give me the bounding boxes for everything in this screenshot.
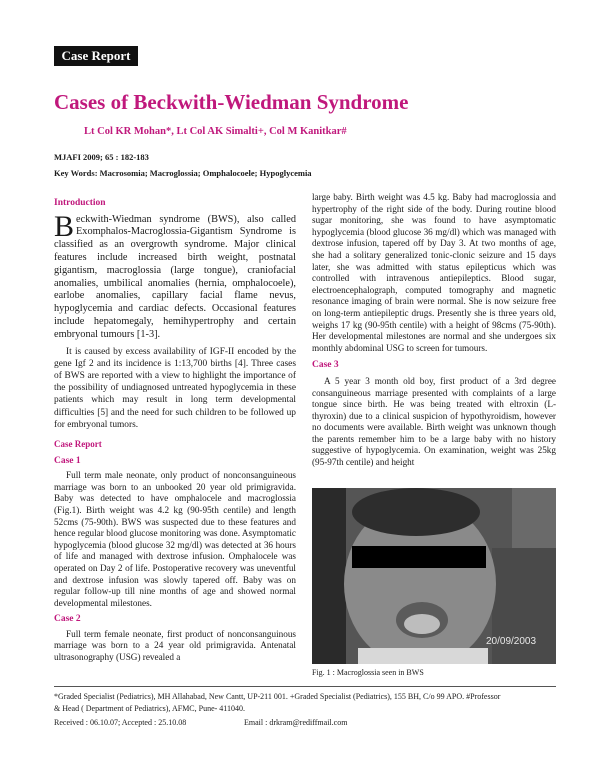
case-1-text: Full term male neonate, only product of nonconsanguineous marriage was born to an unbooked 20 year old primigravida. Baby was detected to have omphalocele and macroglossia (Fig.1). Birth weight was 4.2 kg (90-95th centile) and length 52cms (75-90th). BWS was suspected due to these features and hence regular blood glucose monitoring was done. Asymptomatic hypoglycemia (blood glucose 32 mg/dl) was detected at 36 hours of life and managed with dextrose infusion. Omphalocele was operated on Day 2 of life. Postoperative recovery was uneventful and dextrose infusion was slowly tapered off. Baby was on regular follow-up till nine months of age and showed normal developmental milestones.	[54, 470, 296, 608]
right-column	[312, 192, 556, 469]
left-column	[54, 198, 296, 664]
footnote-affiliations-1: *Graded Specialist (Pediatrics), MH Allahabad, New Cantt, UP-211 001. +Graded Specialist (Pediatrics), 155 BH, C/o 99 APO. #Professor	[54, 692, 501, 701]
correspondence-email: Email : drkram@rediffmail.com	[244, 718, 348, 727]
figure-1-photo	[312, 488, 556, 664]
case-report-heading: Case Report	[54, 438, 102, 449]
figure-caption: Fig. 1 : Macroglossia seen in BWS	[312, 668, 424, 677]
intro-paragraph-2: It is caused by excess availability of IGF-II encoded by the gene Igf 2 and its incidence is 1:13,700 births [4]. Three cases of BWS are reported with a view to highlight the importance of the possibility of undiagnosed untreated hypoglycemia in these patients which may result in long term developmental difficulties [5] and the need for such children to be followed up for embryonal tumors.	[54, 346, 296, 430]
photo-date-stamp: 20/09/2003	[486, 636, 537, 647]
drop-cap: B	[54, 209, 75, 243]
case-2-continued: large baby. Birth weight was 4.5 kg. Baby had macroglossia and hypertrophy of the right side of the body. During routine blood sugar monitoring, she was found to have asymptomatic hypoglycemia (blood glucose 36 mg/dl) which was managed with dextrose infusion, tapered off by Day 3. At two months of age, she had a solitary generalized tonic-clonic seizure and 15 days later, she was admitted with status epilepticus which was controlled with intravenous antiepileptics. Blood sugar, electroencephalograph, computed tomography and magnetic resonance imaging of brain were normal. She is now seizure free on long-term antiepileptic drugs. Presently she is three years old, weighs 17 kg (90-95th centile) with a height of 98cms (75-90th). Her developmental milestones are normal and she undergoes six monthly abdominal USG to screen for tumours.	[312, 192, 556, 353]
footnote-divider	[54, 686, 556, 687]
footnote-affiliations-2: & Head ( Department of Pediatrics), AFMC, Pune- 411040.	[54, 704, 246, 713]
author-list: Lt Col KR Mohan*, Lt Col AK Simalti+, Col M Kanitkar#	[84, 126, 347, 137]
keywords: Key Words: Macrosomia; Macroglossia; Omphalocoele; Hypoglycemia	[54, 168, 312, 178]
journal-reference: MJAFI 2009; 65 : 182-183	[54, 152, 149, 162]
case-2-text: Full term female neonate, first product of nonconsanguinous marriage was born to a 24 year old primigravida. Antenatal ultrasonography (USG) revealed a	[54, 628, 296, 663]
introduction-heading: Introduction	[54, 198, 106, 208]
article-title: Cases of Beckwith-Wiedman Syndrome	[54, 90, 409, 114]
intro-paragraph-1-text: eckwith-Wiedman syndrome (BWS), also called Exomphalos-Macroglossia-Gigantism Syndrome is classified as an overgrowth syndrome. Major clinical features include increased birth weight, postnatal gigantism, macroglossia (large tongue), craniofacial anomalies, umbilical anomalies (hernia, omphalocoele), earlobe anomalies, capillary facial flame nevus, hypoglycemia and cardiac defects. Occasional features include hepatomegaly, hemihypertrophy and certain embryonal tumours [1-3].	[54, 213, 296, 340]
received-accepted-dates: Received : 06.10.07; Accepted : 25.10.08	[54, 718, 187, 727]
case-1-heading: Case 1	[54, 455, 81, 466]
intro-paragraph-1	[54, 209, 296, 342]
case-3-text: A 5 year 3 month old boy, first product of a 3rd degree consanguineous marriage presented with complaints of a large tongue since birth. He was being treated with eltroxin (L-thyroxin) due to a clinical suspicion of hypothyroidism, however no documents were available. Birth weight was unknown though the parents remember him to be a large baby with no history suggestive of hypoglycemia. On examination, weight was 25kg (95-97th centile) and height	[312, 375, 556, 468]
section-badge: Case Report	[54, 46, 138, 66]
case-2-heading: Case 2	[54, 614, 81, 625]
case-3-heading: Case 3	[312, 360, 339, 371]
